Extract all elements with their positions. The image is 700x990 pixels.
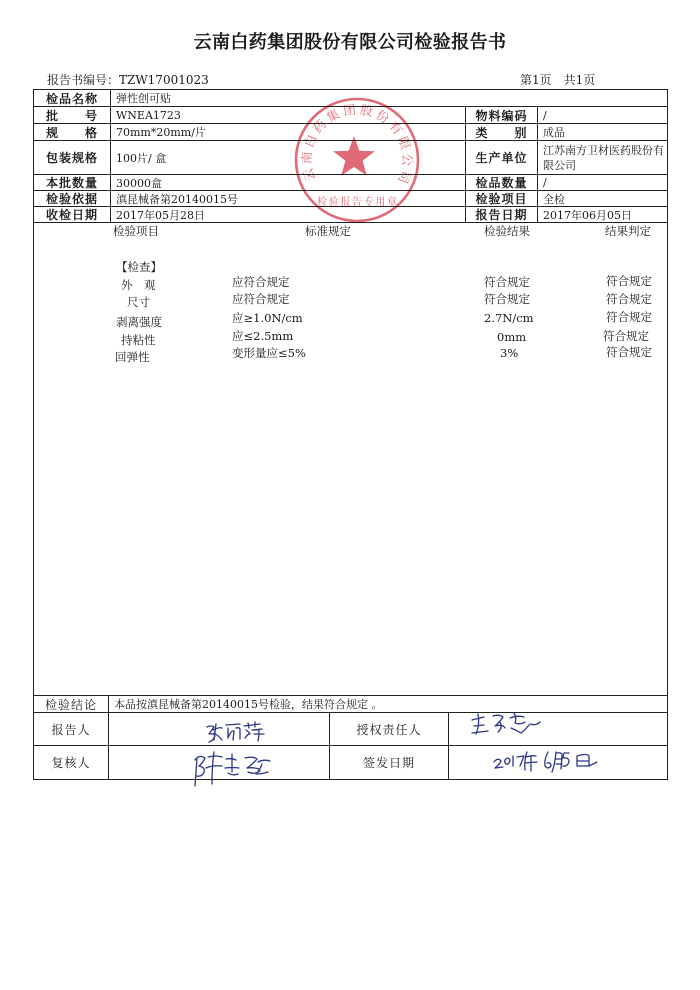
batch-qty-value: 30000盒 xyxy=(111,175,466,191)
issue-date-signature-cell xyxy=(449,746,668,780)
column-header-item: 检验项目 xyxy=(113,224,159,238)
batch-no-label: 批 号 xyxy=(34,107,111,124)
page-info: 第1页 共1页 xyxy=(520,73,596,87)
packaging-value: 100片/ 盒 xyxy=(111,141,466,175)
result-item-standard: 应符合规定 xyxy=(232,292,290,306)
packaging-label: 包装规格 xyxy=(34,141,111,175)
test-items-label: 检验项目 xyxy=(466,191,538,207)
batch-no-value: WNEA1723 xyxy=(111,107,466,124)
basis-value: 滇昆械备第20140015号 xyxy=(111,191,466,207)
sample-qty-label: 检品数量 xyxy=(466,175,538,191)
result-item-name: 尺寸 xyxy=(127,295,150,309)
authorizer-label: 授权责任人 xyxy=(330,713,449,746)
manufacturer-label: 生产单位 xyxy=(466,141,538,175)
authorizer-signature-cell xyxy=(449,713,668,746)
result-item-result: 2.7N/cm xyxy=(484,311,534,325)
column-header-standard: 标准规定 xyxy=(305,224,351,238)
results-section xyxy=(33,223,668,696)
spec-value: 70mm*20mm/片 xyxy=(111,124,466,141)
batch-qty-label: 本批数量 xyxy=(34,175,111,191)
conclusion-signature-table xyxy=(33,695,668,780)
receive-date-value: 2017年05月28日 xyxy=(111,207,466,223)
result-item-standard: 应符合规定 xyxy=(232,275,290,289)
seal-ring-textpath: 云南白药集团股份有限公司 xyxy=(298,101,416,186)
document-title: 云南白药集团股份有限公司检验报告书 xyxy=(193,32,507,53)
receive-date-label: 收检日期 xyxy=(34,207,111,223)
category-label: 类 别 xyxy=(466,124,538,141)
reporter-label: 报告人 xyxy=(34,713,109,746)
test-items-value: 全检 xyxy=(538,191,668,207)
column-header-result: 检验结果 xyxy=(484,224,530,238)
product-name-value: 弹性创可贴 xyxy=(111,90,668,107)
section-heading: 【检查】 xyxy=(116,260,162,274)
category-value: 成品 xyxy=(538,124,668,141)
issue-date-label: 签发日期 xyxy=(330,746,449,780)
report-date-label: 报告日期 xyxy=(466,207,538,223)
result-item-result: 0mm xyxy=(497,330,527,344)
report-number: 报告书编号：TZW17001023 xyxy=(47,73,209,87)
result-item-verdict: 符合规定 xyxy=(606,274,652,288)
result-item-name: 回弹性 xyxy=(115,350,150,364)
seal-center-text: 检验报告专用章 xyxy=(317,197,397,208)
material-code-value: / xyxy=(538,107,668,124)
result-item-name: 持粘性 xyxy=(121,333,156,347)
result-item-verdict: 符合规定 xyxy=(606,345,652,359)
conclusion-label: 检验结论 xyxy=(34,696,109,713)
result-item-verdict: 符合规定 xyxy=(606,292,652,306)
material-code-label: 物料编码 xyxy=(466,107,538,124)
product-info-table xyxy=(33,89,668,223)
reporter-signature-cell xyxy=(109,713,330,746)
result-item-standard: 变形量应≤5% xyxy=(232,346,306,360)
spec-label: 规 格 xyxy=(34,124,111,141)
result-item-verdict: 符合规定 xyxy=(603,329,649,343)
conclusion-text: 本品按滇昆械备第20140015号检验，结果符合规定 。 xyxy=(109,696,668,713)
reviewer-signature-cell xyxy=(109,746,330,780)
basis-label: 检验依据 xyxy=(34,191,111,207)
product-name-label: 检品名称 xyxy=(34,90,111,107)
manufacturer-value: 江苏南方卫材医药股份有限公司 xyxy=(538,141,668,175)
sample-qty-value: / xyxy=(538,175,668,191)
report-date-value: 2017年06月05日 xyxy=(538,207,668,223)
result-item-name: 外 观 xyxy=(121,278,156,292)
result-item-result: 符合规定 xyxy=(484,292,530,306)
reviewer-label: 复核人 xyxy=(34,746,109,780)
result-item-verdict: 符合规定 xyxy=(606,310,652,324)
result-item-result: 3% xyxy=(500,346,519,360)
column-header-verdict: 结果判定 xyxy=(605,224,651,238)
result-item-standard: 应≤2.5mm xyxy=(232,329,294,343)
result-item-standard: 应≥1.0N/cm xyxy=(232,311,303,325)
result-item-name: 剥离强度 xyxy=(116,315,162,329)
result-item-result: 符合规定 xyxy=(484,275,530,289)
